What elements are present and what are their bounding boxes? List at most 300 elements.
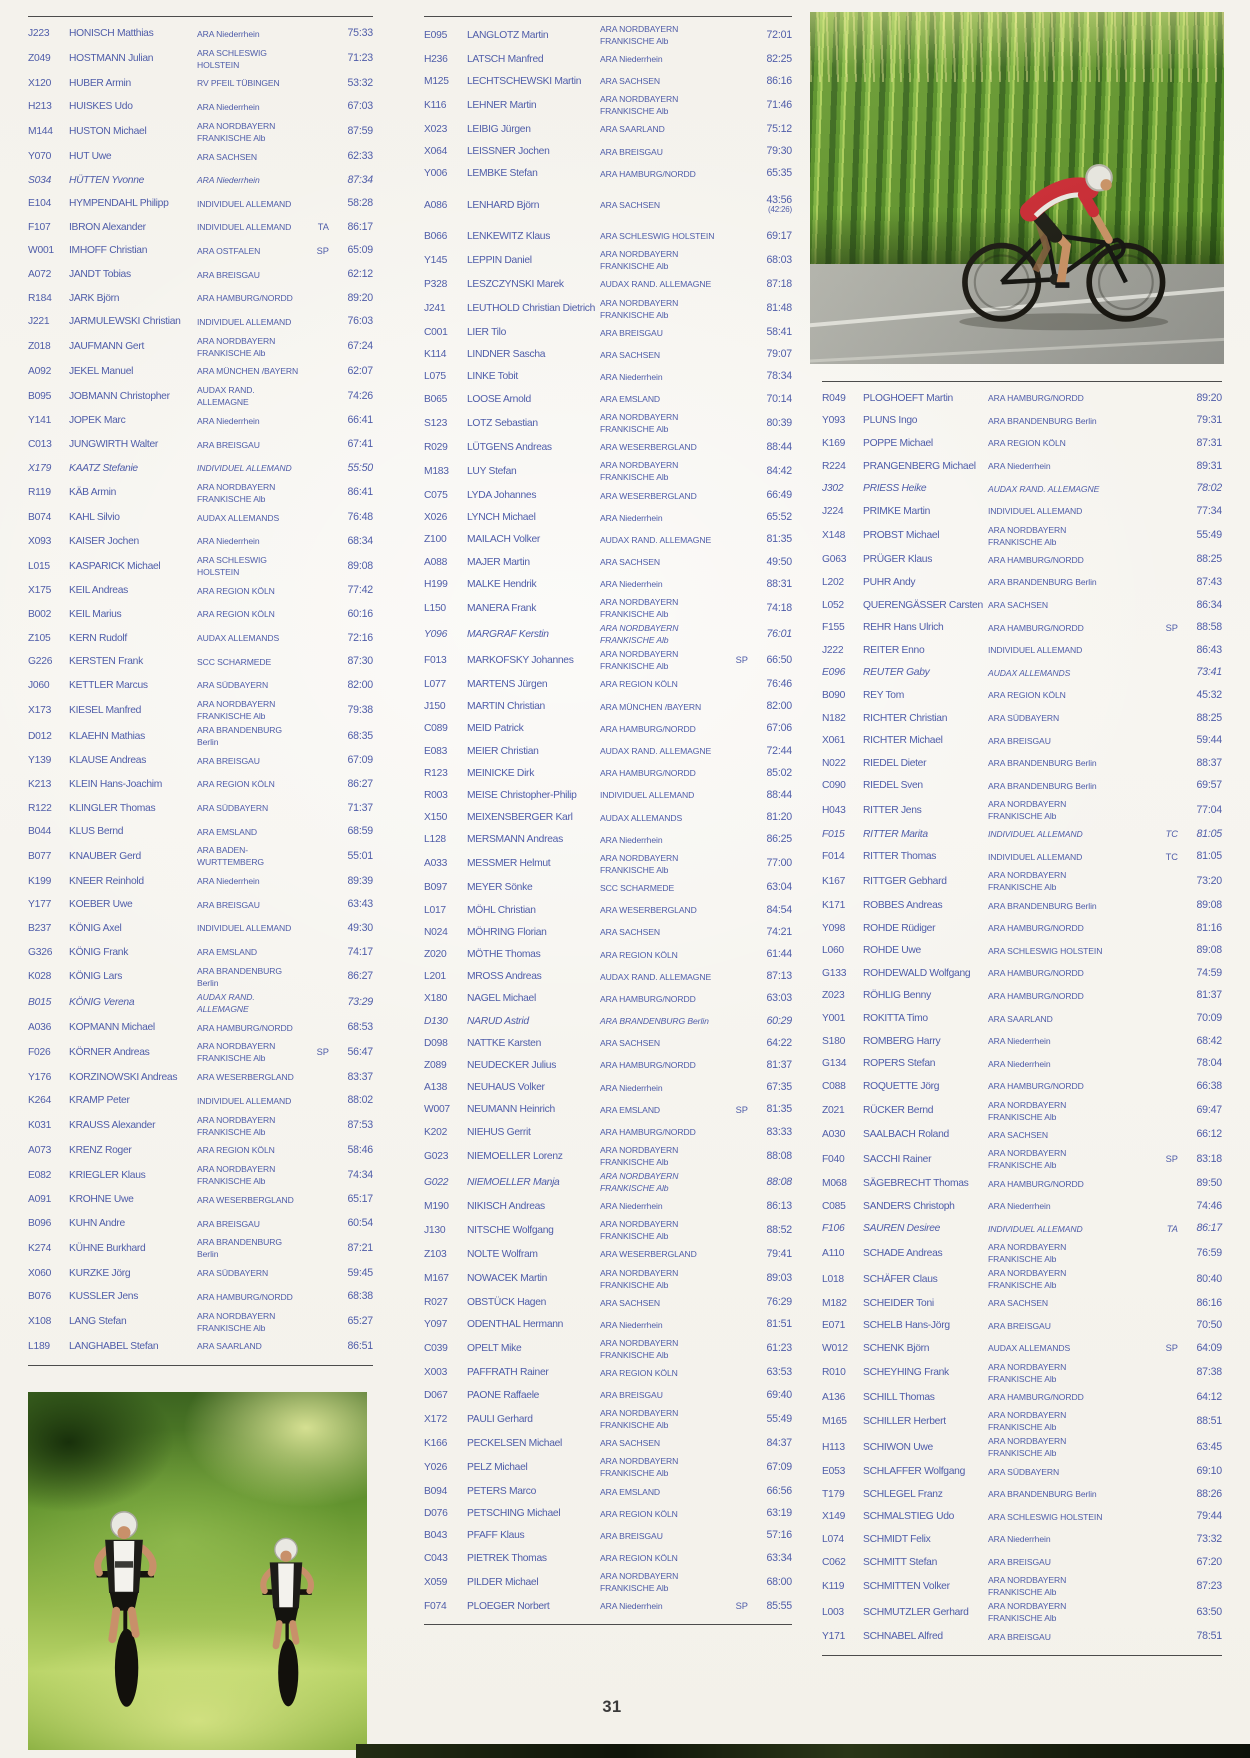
- rider-name: LESZCZYNSKI Marek: [467, 278, 564, 290]
- rider-time: 89:08: [347, 559, 373, 572]
- rider-code: B074: [28, 512, 52, 524]
- rider-code: E083: [424, 745, 448, 757]
- rider-code: H113: [822, 1441, 845, 1453]
- rider-team: ARA BRANDENBURG Berlin: [197, 725, 282, 748]
- rider-code: Z100: [424, 534, 447, 546]
- rider-time: 69:57: [1196, 779, 1222, 792]
- rider-time: 67:20: [1196, 1555, 1222, 1568]
- rider-team: ARA SÜDBAYERN: [197, 803, 269, 814]
- rider-code: G134: [822, 1058, 847, 1070]
- rider-time: 63:45: [1196, 1440, 1222, 1453]
- rider-code: B065: [424, 393, 448, 405]
- rider-time: 65:52: [766, 511, 792, 524]
- result-row: [424, 458, 792, 484]
- rider-time: 78:04: [1196, 1057, 1222, 1070]
- rider-team: ARA REGION KÖLN: [197, 1145, 275, 1156]
- rider-code: J130: [424, 1224, 446, 1236]
- rider-time: 66:41: [347, 414, 373, 427]
- rider-name: LEMBKE Stefan: [467, 168, 538, 180]
- rider-name: MÖHL Christian: [467, 904, 536, 916]
- result-row: [28, 409, 373, 433]
- rider-flag: SP: [735, 655, 748, 666]
- rider-code: N182: [822, 712, 846, 724]
- sunlight-wash: [810, 12, 1224, 364]
- rider-time: 67:35: [766, 1081, 792, 1094]
- rider-team: ARA NORDBAYERN FRANKISCHE Alb: [988, 1148, 1067, 1171]
- rider-name: MEID Patrick: [467, 723, 524, 735]
- rider-code: L189: [28, 1340, 50, 1352]
- rider-name: ROMBERG Harry: [863, 1035, 941, 1047]
- rider-time: 89:39: [347, 874, 373, 887]
- rider-code: Y171: [822, 1631, 846, 1643]
- rider-time: 76:03: [347, 315, 373, 328]
- rider-team: SCC SCHARMEDE: [600, 882, 675, 893]
- result-row: [822, 962, 1222, 985]
- rider-name: NARUD Astrid: [467, 1015, 529, 1027]
- result-row: [822, 985, 1222, 1008]
- rider-team: ARA Niederrhein: [600, 834, 663, 845]
- rider-team: ARA NORDBAYERN FRANKISCHE Alb: [600, 1267, 679, 1290]
- result-row: [28, 917, 373, 941]
- rider-time: 71:37: [347, 801, 373, 814]
- rider-name: HYMPENDAHL Philipp: [69, 198, 169, 210]
- rider-code: Y006: [424, 168, 448, 180]
- rider-time: 79:38: [347, 703, 373, 716]
- rider-team: ARA BRANDENBURG Berlin: [988, 758, 1097, 769]
- result-row: [424, 247, 792, 273]
- rider-code: W007: [424, 1104, 450, 1116]
- rider-time: 85:55: [766, 1599, 792, 1612]
- rider-name: JAUFMANN Gert: [69, 341, 145, 353]
- rider-name: ROHDEWALD Wolfgang: [863, 967, 971, 979]
- rider-name: KLEIN Hans-Joachim: [69, 778, 163, 790]
- rider-time-secondary: (42:26): [768, 205, 792, 215]
- rider-time: 89:08: [1196, 944, 1222, 957]
- rider-team: ARA Niederrhein: [600, 371, 663, 382]
- page-number: 31: [602, 1698, 622, 1716]
- rider-name: SCHEYHING Frank: [863, 1367, 949, 1379]
- rider-name: NEUDECKER Julius: [467, 1059, 557, 1071]
- rider-team: RV PFEIL TÜBINGEN: [197, 78, 280, 89]
- rider-code: L128: [424, 834, 446, 846]
- rider-name: MROSS Andreas: [467, 971, 542, 983]
- rider-team: ARA Niederrhein: [988, 1036, 1051, 1047]
- rider-time: 87:13: [766, 970, 792, 983]
- result-row: [822, 1434, 1222, 1460]
- result-row: [28, 626, 373, 650]
- rider-code: M182: [822, 1297, 847, 1309]
- result-row: [424, 1077, 792, 1099]
- rider-time: 68:53: [347, 1021, 373, 1034]
- rider-team: ARA Niederrhein: [197, 28, 260, 39]
- rider-team: ARA Niederrhein: [197, 415, 260, 426]
- result-row: [28, 940, 373, 964]
- result-row: [822, 523, 1222, 549]
- rider-name: KRIEGLER Klaus: [69, 1169, 146, 1181]
- rider-code: X180: [424, 993, 448, 1005]
- result-row: [28, 506, 373, 530]
- results-column-2: [424, 16, 792, 1625]
- rider-team: ARA REGION KÖLN: [988, 690, 1066, 701]
- result-row: [424, 718, 792, 740]
- rider-code: K028: [28, 971, 52, 983]
- rider-code: C090: [822, 780, 846, 792]
- result-row: [424, 573, 792, 595]
- rider-time: 69:40: [766, 1388, 792, 1401]
- rider-name: KÄB Armin: [69, 487, 117, 499]
- result-row: [28, 263, 373, 287]
- rider-code: C088: [822, 1080, 846, 1092]
- result-row: [28, 1065, 373, 1089]
- rider-team: AUDAX RAND. ALLEMAGNE: [600, 971, 712, 982]
- rider-name: MEIXENSBERGER Karl: [467, 812, 573, 824]
- result-row: [424, 921, 792, 943]
- rider-time: 72:44: [766, 744, 792, 757]
- result-row: [822, 917, 1222, 940]
- rider-code: W001: [28, 245, 54, 257]
- result-row: [28, 286, 373, 310]
- result-row: [822, 1075, 1222, 1098]
- rider-time: 87:53: [347, 1119, 373, 1132]
- result-row: [28, 360, 373, 384]
- result-row: [424, 507, 792, 529]
- result-row: [822, 752, 1222, 775]
- result-row: [822, 1360, 1222, 1386]
- rider-time: 68:03: [766, 253, 792, 266]
- rider-name: KERSTEN Frank: [69, 656, 143, 668]
- rider-name: SCHMUTZLER Gerhard: [863, 1606, 969, 1618]
- rider-name: PRANGENBERG Michael: [863, 460, 976, 472]
- rider-name: MEYER Sönke: [467, 882, 533, 894]
- result-row: [28, 869, 373, 893]
- rider-team: ARA NORDBAYERN FRANKISCHE Alb: [197, 699, 276, 722]
- result-row: [28, 1235, 373, 1261]
- rider-time: 62:33: [347, 150, 373, 163]
- rider-name: POPPE Michael: [863, 437, 933, 449]
- rider-time: 86:27: [347, 777, 373, 790]
- rider-time: 59:44: [1196, 734, 1222, 747]
- rider-code: M165: [822, 1415, 847, 1427]
- rider-team: ARA MÜNCHEN /BAYERN: [600, 701, 702, 712]
- result-row: [822, 1483, 1222, 1506]
- rider-time: 83:37: [347, 1070, 373, 1083]
- rider-code: X179: [28, 462, 52, 474]
- result-row: [822, 1098, 1222, 1124]
- rider-code: G063: [822, 554, 847, 566]
- rider-code: K202: [424, 1126, 448, 1138]
- rider-time: 58:41: [766, 326, 792, 339]
- result-row: [28, 1261, 373, 1285]
- rider-code: F013: [424, 654, 447, 666]
- result-row: [424, 1406, 792, 1432]
- rider-time: 45:32: [1196, 688, 1222, 701]
- rider-time: 82:00: [766, 700, 792, 713]
- rider-team: ARA SÜDBAYERN: [197, 1268, 269, 1279]
- result-row: [822, 1052, 1222, 1075]
- rider-time: 75:12: [766, 122, 792, 135]
- rider-name: SACCHI Rainer: [863, 1153, 932, 1165]
- rider-name: HUBER Armin: [69, 77, 131, 89]
- rider-time: 73:20: [1196, 874, 1222, 887]
- result-row: [424, 621, 792, 647]
- rider-time: 87:31: [1196, 436, 1222, 449]
- result-row: [28, 1162, 373, 1188]
- rider-team: ARA OSTFALEN: [197, 245, 261, 256]
- rider-time: 64:09: [1196, 1341, 1222, 1354]
- result-row: [822, 1217, 1222, 1240]
- rider-code: A092: [28, 365, 52, 377]
- rider-code: X003: [424, 1367, 448, 1379]
- rider-name: SCHNABEL Alfred: [863, 1631, 943, 1643]
- rider-team: ARA NORDBAYERN FRANKISCHE Alb: [600, 1171, 679, 1194]
- rider-time: 63:43: [347, 898, 373, 911]
- rider-team: ARA HAMBURG/NORDD: [197, 1022, 293, 1033]
- rider-name: MARTENS Jürgen: [467, 678, 548, 690]
- rider-name: PELZ Michael: [467, 1461, 528, 1473]
- rider-name: MARKOFSKY Johannes: [467, 654, 574, 666]
- rider-name: MANERA Frank: [467, 602, 537, 614]
- rider-name: KIESEL Manfred: [69, 704, 142, 716]
- rider-code: H236: [424, 53, 448, 65]
- rider-time: 55:50: [347, 461, 373, 474]
- rider-time: 57:16: [766, 1529, 792, 1542]
- rider-time: 77:42: [347, 584, 373, 597]
- rider-time: 53:32: [347, 76, 373, 89]
- rider-code: Y026: [424, 1461, 448, 1473]
- rider-name: KÖNIG Axel: [69, 922, 122, 934]
- rider-team: ARA NORDBAYERN FRANKISCHE Alb: [600, 1219, 679, 1242]
- rider-team: ARA NORDBAYERN FRANKISCHE Alb: [197, 1041, 276, 1064]
- result-row: [424, 1032, 792, 1054]
- rider-name: RITTER Jens: [863, 804, 922, 816]
- rider-team: ARA EMSLAND: [600, 394, 661, 405]
- rider-team: ARA BADEN-WURTTEMBERG: [197, 845, 265, 868]
- rider-code: P328: [424, 278, 448, 290]
- rider-code: F026: [28, 1046, 51, 1058]
- rider-time: 70:50: [1196, 1319, 1222, 1332]
- rider-time: 83:33: [766, 1125, 792, 1138]
- rider-code: K166: [424, 1437, 448, 1449]
- rider-team: ARA NORDBAYERN FRANKISCHE Alb: [600, 249, 679, 272]
- result-row: [424, 1314, 792, 1336]
- rider-name: LECHTSCHEWSKI Martin: [467, 75, 582, 87]
- rider-time: 65:09: [347, 244, 373, 257]
- rider-name: KAHL Silvio: [69, 512, 120, 524]
- result-row: [28, 46, 373, 72]
- rider-name: REUTER Gaby: [863, 667, 930, 679]
- result-row: [424, 273, 792, 295]
- rider-name: KEIL Andreas: [69, 585, 128, 597]
- rider-team: ARA BREISGAU: [197, 899, 260, 910]
- rider-time: 81:51: [766, 1318, 792, 1331]
- rider-team: ARA HAMBURG/NORDD: [197, 1291, 293, 1302]
- rider-code: M068: [822, 1178, 847, 1190]
- result-row: [822, 1007, 1222, 1030]
- rider-code: C039: [424, 1343, 448, 1355]
- rider-code: B066: [424, 230, 448, 242]
- rider-name: RÜCKER Bernd: [863, 1105, 934, 1117]
- rider-name: LEPPIN Daniel: [467, 254, 532, 266]
- rider-code: B044: [28, 826, 52, 838]
- result-row: [28, 216, 373, 240]
- rider-code: Y070: [28, 151, 52, 163]
- result-row: [28, 1212, 373, 1236]
- rider-code: T179: [822, 1488, 845, 1500]
- result-row: [424, 829, 792, 851]
- result-row: [424, 784, 792, 806]
- result-row: [424, 1243, 792, 1265]
- rider-time: 86:16: [1196, 1296, 1222, 1309]
- rider-code: L003: [822, 1606, 844, 1618]
- rider-team: ARA NORDBAYERN FRANKISCHE Alb: [600, 1337, 679, 1360]
- result-row: [28, 383, 373, 409]
- result-row: [28, 650, 373, 674]
- rider-time: 82:00: [347, 678, 373, 691]
- rider-time: 74:17: [347, 945, 373, 958]
- result-row: [424, 1010, 792, 1032]
- rider-time: 80:40: [1196, 1272, 1222, 1285]
- rider-name: IBRON Alexander: [69, 221, 146, 233]
- rider-code: C089: [424, 723, 448, 735]
- rider-name: REY Tom: [863, 689, 905, 701]
- rider-team: ARA NORDBAYERN FRANKISCHE Alb: [197, 481, 276, 504]
- rider-time: 69:47: [1196, 1104, 1222, 1117]
- result-row: [424, 1143, 792, 1169]
- rider-team: ARA BREISGAU: [600, 1530, 663, 1541]
- rider-code: B095: [28, 390, 52, 402]
- rider-time: 76:59: [1196, 1246, 1222, 1259]
- rider-team: ARA WESERBERGLAND: [197, 1072, 294, 1083]
- rider-time: 69:10: [1196, 1465, 1222, 1478]
- rider-team: ARA Niederrhein: [988, 461, 1051, 472]
- rider-team: ARA Niederrhein: [600, 1601, 663, 1612]
- rider-name: NOWACEK Martin: [467, 1273, 548, 1284]
- rider-name: PLUNS Ingo: [863, 415, 918, 427]
- rider-code: Z103: [424, 1248, 447, 1260]
- result-row: [424, 1292, 792, 1314]
- result-row: [28, 310, 373, 334]
- rider-time: 78:02: [1196, 482, 1222, 495]
- rider-team: ARA NORDBAYERN FRANKISCHE Alb: [988, 1436, 1067, 1459]
- rider-name: KORZINOWSKI Andreas: [69, 1071, 178, 1083]
- result-row: [822, 1506, 1222, 1529]
- rider-team: AUDAX RAND. ALLEMAGNE: [988, 483, 1100, 494]
- rider-time: 76:01: [766, 627, 792, 640]
- rider-time: 87:18: [766, 277, 792, 290]
- rider-name: SCHÄFER Claus: [863, 1273, 938, 1285]
- rider-name: SCHIWON Uwe: [863, 1441, 933, 1453]
- rider-code: J060: [28, 679, 50, 691]
- rider-code: X120: [28, 77, 52, 89]
- result-row: [822, 432, 1222, 455]
- rider-name: SAUREN Desiree: [863, 1223, 941, 1235]
- rider-name: LANG Stefan: [69, 1316, 127, 1328]
- result-row: [424, 388, 792, 410]
- rider-team: ARA SACHSEN: [988, 1129, 1049, 1140]
- rider-name: SCHENK Björn: [863, 1342, 930, 1354]
- rider-time: 61:44: [766, 948, 792, 961]
- rider-team: ARA NORDBAYERN FRANKISCHE Alb: [197, 120, 276, 143]
- rider-team: ARA BREISGAU: [600, 1390, 663, 1401]
- rider-time: 88:26: [1196, 1487, 1222, 1500]
- rider-team: ARA SAARLAND: [197, 1341, 262, 1352]
- rider-name: LOTZ Sebastian: [467, 417, 538, 429]
- rider-team: ARA Niederrhein: [988, 1058, 1051, 1069]
- rider-time: 78:34: [766, 370, 792, 383]
- rider-time: 59:45: [347, 1266, 373, 1279]
- rider-time: 66:38: [1196, 1079, 1222, 1092]
- rider-time: 79:07: [766, 348, 792, 361]
- rider-code: K199: [28, 875, 52, 887]
- rider-time: 81:37: [766, 1058, 792, 1071]
- rider-team: ARA NORDBAYERN FRANKISCHE Alb: [988, 1601, 1067, 1624]
- rider-name: LÜTGENS Andreas: [467, 441, 552, 453]
- rider-code: X149: [822, 1511, 846, 1523]
- rider-time: 81:05: [1196, 850, 1222, 863]
- rider-flag: SP: [1165, 1154, 1178, 1165]
- rider-team: INDIVIDUEL ALLEMAND: [197, 222, 292, 233]
- rider-name: JARMULEWSKI Christian: [69, 316, 181, 328]
- rider-time: 63:53: [766, 1366, 792, 1379]
- rider-team: AUDAX RAND. ALLEMAGNE: [600, 279, 712, 290]
- result-row: [424, 22, 792, 48]
- rider-time: 77:04: [1196, 803, 1222, 816]
- rider-team: ARA REGION KÖLN: [600, 679, 678, 690]
- rider-time: 73:29: [347, 996, 373, 1009]
- rider-time: 55:49: [766, 1412, 792, 1425]
- rider-name: KNAUBER Gerd: [69, 850, 141, 862]
- rider-name: JANDT Tobias: [69, 269, 131, 281]
- rider-name: KAATZ Stefanie: [69, 462, 138, 474]
- rider-time: 81:05: [1196, 827, 1222, 840]
- rider-team: AUDAX ALLEMANDS: [988, 1343, 1071, 1354]
- rider-name: KÖNIG Frank: [69, 946, 129, 958]
- result-row: [822, 1195, 1222, 1218]
- rider-name: RIEDEL Sven: [863, 780, 923, 792]
- rider-code: A086: [424, 199, 448, 211]
- rider-time: 68:35: [347, 729, 373, 742]
- result-row: [822, 410, 1222, 433]
- rider-name: LEIBIG Jürgen: [467, 123, 531, 135]
- rider-team: INDIVIDUEL ALLEMAND: [988, 1223, 1083, 1234]
- rider-code: A073: [28, 1144, 52, 1156]
- rider-time: 67:09: [347, 754, 373, 767]
- rider-name: LINDNER Sascha: [467, 349, 546, 361]
- result-row: [822, 1573, 1222, 1599]
- rider-team: AUDAX RAND. ALLEMAGNE: [600, 534, 712, 545]
- rider-time: 73:32: [1196, 1532, 1222, 1545]
- rider-time: 74:34: [347, 1168, 373, 1181]
- result-row: [28, 1113, 373, 1139]
- rider-name: JOPEK Marc: [69, 415, 126, 427]
- rider-code: H199: [424, 578, 448, 590]
- rider-name: LEISSNER Jochen: [467, 146, 550, 158]
- rider-code: X093: [28, 535, 52, 547]
- rider-team: ARA EMSLAND: [197, 947, 258, 958]
- rider-code: E071: [822, 1320, 846, 1332]
- rider-name: KNEER Reinhold: [69, 875, 144, 887]
- rider-code: L060: [822, 945, 844, 957]
- rider-time: 89:20: [1196, 391, 1222, 404]
- rider-name: SCHLEGEL Franz: [863, 1488, 943, 1500]
- rider-team: ARA Niederrhein: [600, 512, 663, 523]
- rider-team: ARA HAMBURG/NORDD: [600, 1060, 696, 1071]
- rider-name: ROHDE Uwe: [863, 945, 921, 957]
- rider-code: J302: [822, 483, 844, 495]
- rider-team: ARA REGION KÖLN: [197, 779, 275, 790]
- rider-time: 63:19: [766, 1507, 792, 1520]
- result-row: [822, 846, 1222, 869]
